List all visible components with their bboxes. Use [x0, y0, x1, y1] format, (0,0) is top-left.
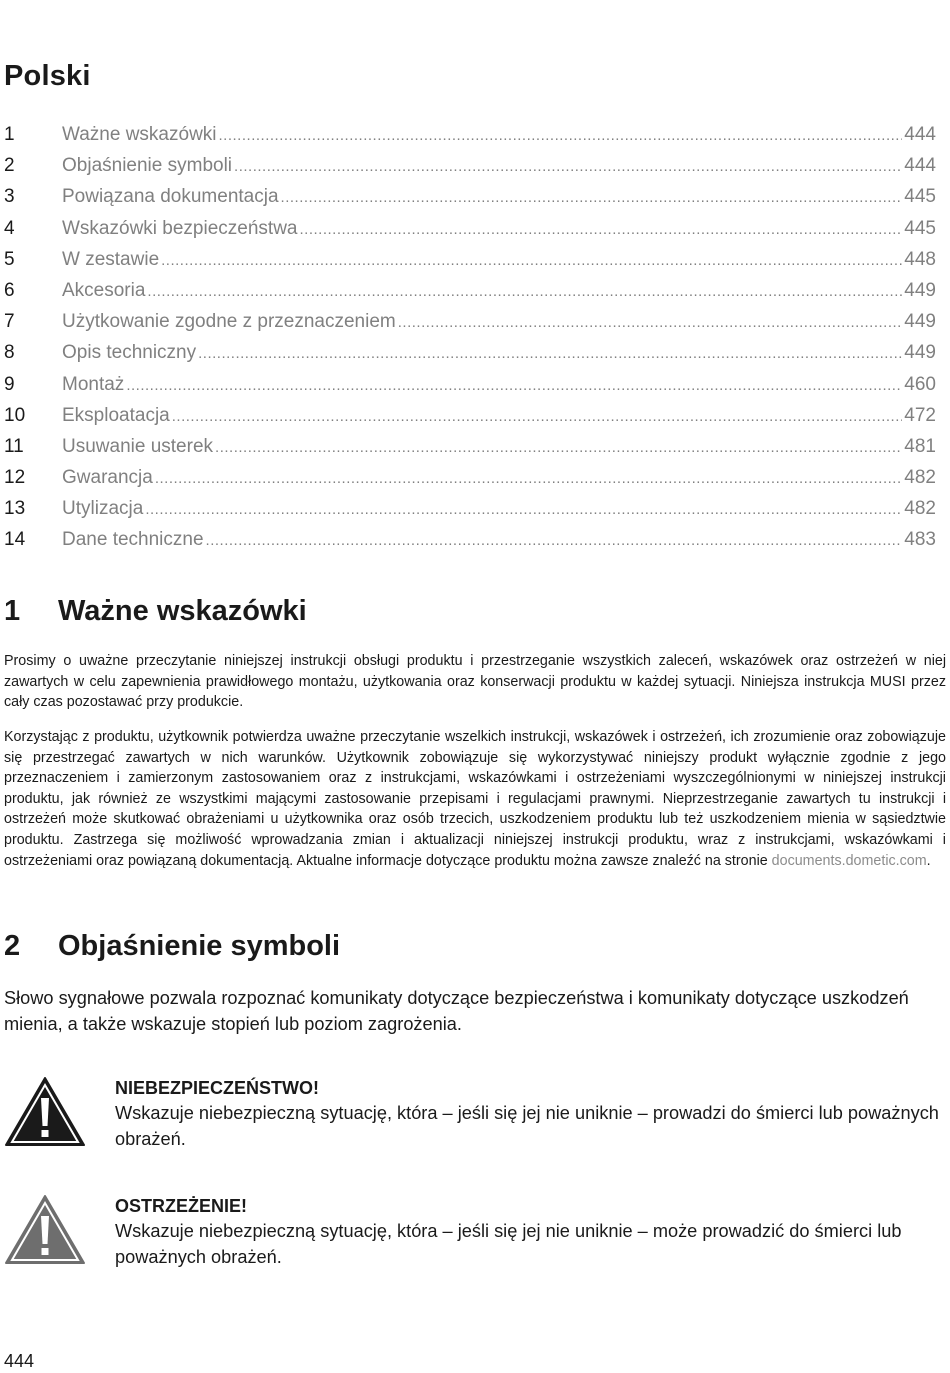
toc-row[interactable] [4, 369, 936, 400]
section-number: 1 [4, 595, 21, 627]
toc-page[interactable]: 482 [904, 498, 936, 520]
usage-paragraph [4, 727, 946, 871]
toc-number: 11 [4, 435, 24, 457]
toc-title[interactable]: Akcesoria [62, 279, 146, 301]
toc-title[interactable]: Opis techniczny [62, 342, 197, 364]
table-of-contents [4, 119, 936, 556]
documents-link[interactable]: documents.dometic.com [771, 852, 927, 869]
toc-leader-dots [155, 463, 902, 494]
toc-leader-dots [206, 525, 903, 556]
toc-leader-dots [145, 494, 902, 525]
toc-row[interactable] [4, 181, 936, 212]
toc-title[interactable]: Ważne wskazówki [62, 124, 217, 145]
warning-label: OSTRZEŻENIE! [115, 1196, 248, 1216]
toc-leader-dots [161, 245, 902, 276]
toc-leader-dots [147, 276, 902, 307]
section-title: Objaśnienie symboli [58, 930, 341, 962]
toc-page[interactable]: 444 [904, 155, 936, 177]
warning-text: Wskazuje niebezpieczną sytuację, która – jeśli się jej nie uniknie – może prowadzić do śmierci lub poważnych obrażeń. [115, 1221, 902, 1267]
toc-leader-dots [281, 182, 903, 213]
toc-row[interactable] [4, 337, 936, 368]
toc-row[interactable] [4, 400, 936, 431]
toc-number: 1 [4, 124, 15, 145]
signal-word-intro: Słowo sygnałowe pozwala rozpoznać komunikaty dotyczące bezpieczeństwa i komunikaty dotyczące uszkodzeń mienia, a także wskazuje stopień lub poziom zagrożenia. [4, 988, 909, 1034]
danger-notice [4, 1076, 944, 1166]
toc-number: 9 [4, 373, 15, 395]
toc-title[interactable]: Dane techniczne [62, 529, 204, 551]
section-heading-1 [4, 595, 307, 628]
toc-row[interactable] [4, 119, 936, 150]
toc-title[interactable]: Usuwanie usterek [62, 435, 214, 457]
toc-row[interactable] [4, 306, 936, 337]
usage-paragraph-text: Korzystając z produktu, użytkownik potwierdza uważne przeczytanie wszelkich instrukcji, wskazówek i ostrzeżeń, ich zrozumienie oraz zobowiązuje się przestrzegać zawartych w nich warunków. Użytkownik zobowiązuje się wykorzystywać niniejszy produkt wyłącznie zgodnie z jego przeznaczeniem i zamierzonym zastosowaniem oraz z instrukcjami, wskazówkami i ostrzeżeniami wyszczególnionymi w niniejszej instrukcji produktu, jak również ze wszystkimi mającymi zastosowanie przepisami i regulacjami prawnymi. Nieprzestrzeganie zawartych tu instrukcji i ostrzeżeń może skutkować obrażeniami u użytkownika oraz osób trzecich, uszkodzeniem produktu lub też uszkodzeniem mienia w sąsiedztwie produktu. Zastrzega się możliwość wprowadzania zmian i aktualizacji niniejszej instrukcji produktu, wraz z instrukcjami, wskazówkami i ostrzeżeniami oraz powiązaną dokumentacją. Aktualne informacje dotyczące produktu można zawsze znaleźć na stronie [4, 729, 946, 869]
toc-row[interactable] [4, 244, 936, 275]
section-title: Ważne wskazówki [58, 595, 307, 627]
danger-warning-triangle-icon [4, 1076, 86, 1148]
section-heading-2 [4, 930, 340, 963]
toc-number: 10 [4, 404, 26, 426]
toc-number: 6 [4, 279, 15, 301]
toc-number: 3 [4, 186, 15, 208]
toc-page[interactable]: 449 [904, 311, 936, 333]
toc-leader-dots [234, 151, 902, 182]
toc-number: 2 [4, 155, 15, 177]
danger-label: NIEBEZPIECZEŃSTWO! [115, 1078, 320, 1098]
toc-title[interactable]: Gwarancja [62, 467, 153, 489]
page-heading: Polski [4, 60, 91, 92]
toc-page[interactable]: 481 [904, 435, 936, 457]
toc-title[interactable]: Użytkowanie zgodne z przeznaczeniem [62, 311, 396, 333]
toc-page[interactable]: 483 [904, 529, 936, 551]
toc-row[interactable] [4, 431, 936, 462]
toc-page[interactable]: 449 [904, 342, 936, 364]
danger-text: Wskazuje niebezpieczną sytuację, która – jeśli się jej nie uniknie – prowadzi do śmierci lub poważnych obrażeń. [115, 1103, 939, 1149]
intro-paragraph: Prosimy o uważne przeczytanie niniejszej instrukcji obsługi produktu i przestrzeganie wszystkich zaleceń, wskazówek oraz ostrzeżeń w niej zawartych w celu zapewnienia prawidłowego montażu, użytkowania oraz konserwacji produktu w każdej sytuacji. Niniejsza instrukcja MUSI przez cały czas pozostawać przy produkcie. [4, 653, 946, 711]
toc-title[interactable]: Wskazówki bezpieczeństwa [62, 217, 298, 239]
toc-page[interactable]: 449 [904, 279, 936, 301]
toc-page[interactable]: 448 [904, 248, 936, 270]
toc-title[interactable]: Utylizacja [62, 498, 144, 520]
toc-number: 8 [4, 342, 15, 364]
footer-page-number: 444 [4, 1351, 35, 1371]
toc-number: 7 [4, 311, 15, 333]
toc-leader-dots [215, 432, 902, 463]
toc-row[interactable] [4, 524, 936, 555]
toc-page[interactable]: 445 [904, 186, 936, 208]
toc-page[interactable]: 445 [904, 217, 936, 239]
warning-triangle-icon [4, 1194, 86, 1266]
toc-number: 13 [4, 498, 26, 520]
warning-notice [4, 1194, 944, 1284]
toc-title[interactable]: Powiązana dokumentacja [62, 186, 279, 208]
toc-leader-dots [398, 307, 903, 338]
toc-page[interactable]: 472 [904, 404, 936, 426]
toc-page[interactable]: 444 [904, 124, 936, 145]
toc-row[interactable] [4, 493, 936, 524]
toc-leader-dots [126, 370, 902, 401]
toc-page[interactable]: 460 [904, 373, 936, 395]
toc-number: 12 [4, 467, 26, 489]
toc-row[interactable] [4, 150, 936, 181]
toc-row[interactable] [4, 462, 936, 493]
toc-row[interactable] [4, 275, 936, 306]
usage-paragraph-end: . [926, 852, 931, 869]
toc-leader-dots [219, 120, 903, 151]
toc-page[interactable]: 482 [904, 467, 936, 489]
toc-leader-dots [198, 338, 902, 369]
toc-title[interactable]: Objaśnienie symboli [62, 155, 233, 177]
toc-title[interactable]: Eksploatacja [62, 404, 170, 426]
section-number: 2 [4, 930, 21, 962]
toc-title[interactable]: Montaż [62, 373, 125, 395]
toc-row[interactable] [4, 213, 936, 244]
toc-title[interactable]: W zestawie [62, 248, 160, 270]
toc-leader-dots [172, 401, 903, 432]
toc-number: 4 [4, 217, 15, 239]
toc-number: 14 [4, 529, 26, 551]
toc-number: 5 [4, 248, 15, 270]
toc-leader-dots [299, 214, 902, 245]
